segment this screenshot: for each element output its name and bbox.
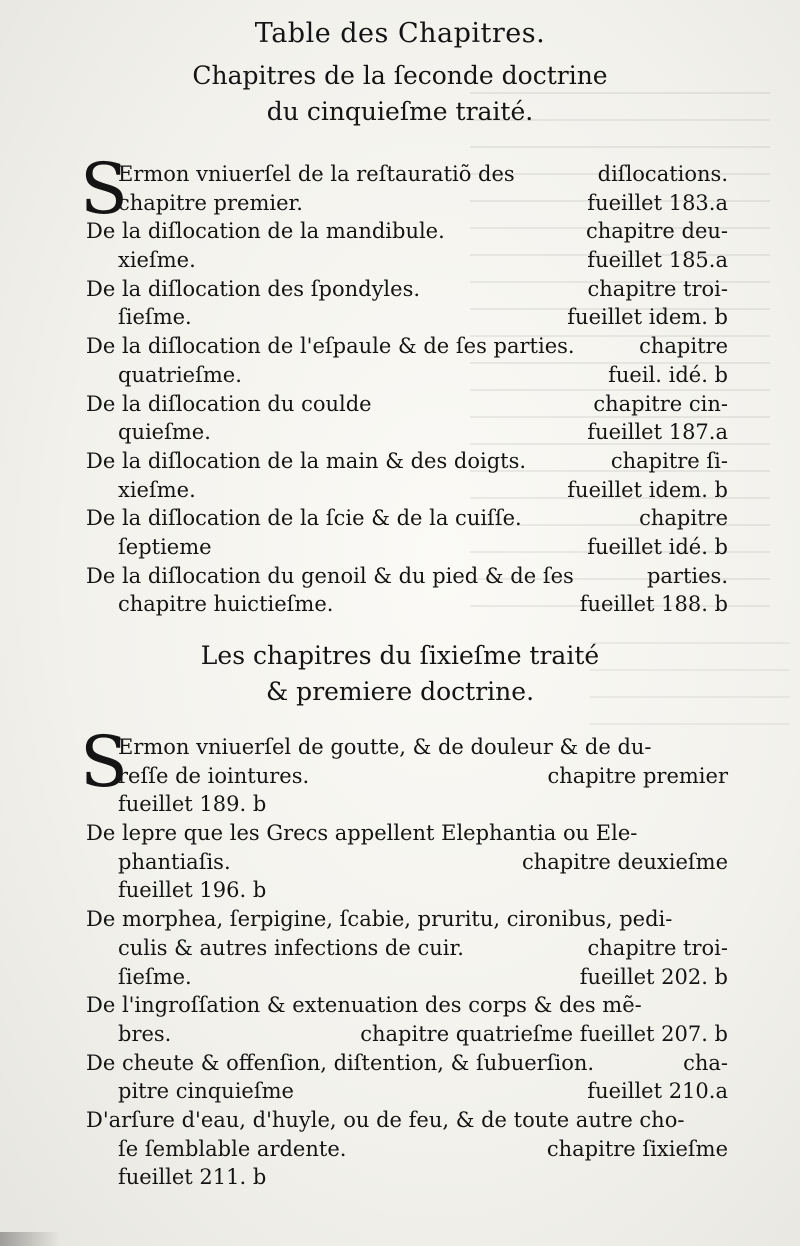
- drop-cap: S: [80, 148, 128, 230]
- entry-text: De la diſlocation de la ſcie & de la cuiſſe.: [86, 506, 522, 531]
- entry-reference: fueillet 210.a: [587, 1079, 728, 1104]
- entry-reference: fueillet 185.a: [587, 248, 728, 273]
- section-title-2: [0, 638, 800, 710]
- entry-line: [86, 418, 728, 447]
- entry-line: [86, 246, 728, 275]
- entry-reference: fueillet idem. b: [567, 305, 728, 330]
- entry-text: De morphea, ſerpigine, ſcabie, pruritu, cironibus, pedi-: [86, 907, 673, 932]
- section-title-line: Les chapitres du ſixieſme traité: [200, 641, 600, 670]
- entry-line: [86, 160, 728, 189]
- entry-line: [86, 332, 728, 361]
- entry-text: pitre cinquieſme: [118, 1079, 294, 1104]
- section-title-line: Chapitres de la ſeconde doctrine: [192, 61, 608, 90]
- entry-text: quatrieſme.: [118, 362, 242, 387]
- entry-reference: fueillet 188. b: [579, 592, 728, 617]
- entry-text: De la diſlocation de l'eſpaule & de ſes parties.: [86, 334, 575, 359]
- entry-text: ſe ſemblable ardente.: [118, 1136, 347, 1161]
- entry-text: culis & autres infections de cuir.: [118, 935, 464, 960]
- entry-line: [86, 217, 728, 246]
- entry-text: fueillet 189. b: [118, 792, 267, 817]
- entry-line: [86, 1049, 728, 1078]
- drop-cap: S: [80, 721, 128, 803]
- entry-text: Ermon vniuerſel de la reſtauratiõ des: [118, 162, 515, 186]
- entry-text: ſieſme.: [118, 305, 192, 330]
- entry-text: bres.: [118, 1021, 172, 1046]
- chapter-entry: [86, 275, 728, 332]
- entry-reference: chapitre deuxieſme: [521, 849, 728, 874]
- entry-text: De la diſlocation des ſpondyles.: [86, 276, 421, 301]
- entry-reference: fueillet 202. b: [579, 964, 728, 989]
- entry-text: phantiaſis.: [118, 849, 231, 874]
- entry-reference: chapitre quatrieſme fueillet 207. b: [360, 1021, 728, 1046]
- entry-line: [86, 762, 728, 791]
- entry-line: [86, 1106, 728, 1135]
- entry-line: [86, 876, 728, 905]
- entry-reference: chapitre: [639, 334, 728, 359]
- section-title-line: du cinquieſme traité.: [266, 97, 534, 126]
- entry-line: [86, 1135, 728, 1164]
- chapter-entry: [86, 905, 728, 991]
- entry-reference: parties.: [646, 563, 728, 588]
- entry-line: [86, 275, 728, 304]
- chapter-entry: [86, 1049, 728, 1106]
- entry-line: [86, 533, 728, 562]
- entry-line: [86, 905, 728, 934]
- entry-reference: chapitre troi-: [587, 276, 728, 301]
- chapter-list-2: [80, 721, 728, 1192]
- entry-line: [86, 189, 728, 218]
- chapter-entry: [86, 390, 728, 447]
- entry-line: [86, 733, 728, 762]
- chapter-entry: [86, 733, 728, 819]
- chapter-entry: [86, 332, 728, 389]
- entry-line: [86, 476, 728, 505]
- section-title-line: & premiere doctrine.: [265, 677, 535, 706]
- entry-reference: chapitre troi-: [587, 935, 728, 960]
- entry-text: xieſme.: [118, 477, 196, 502]
- entry-line: [86, 991, 728, 1020]
- entry-reference: fueillet idem. b: [567, 477, 728, 502]
- entry-text: ſieſme.: [118, 964, 192, 989]
- entry-text: Ermon vniuerſel de goutte, & de douleur & de du-: [118, 735, 652, 759]
- entry-text: xieſme.: [118, 248, 196, 273]
- entry-line: [86, 1077, 728, 1106]
- entry-text: De lepre que les Grecs appellent Elephantia ou Ele-: [86, 821, 638, 846]
- entry-reference: chapitre: [639, 506, 728, 531]
- chapter-entry: [86, 504, 728, 561]
- page-smudge: [0, 1232, 60, 1246]
- entry-line: [86, 963, 728, 992]
- entry-text: fueillet 196. b: [118, 878, 267, 903]
- chapter-entry: [86, 160, 728, 217]
- entry-reference: chapitre deu-: [585, 219, 728, 244]
- entry-line: [86, 390, 728, 419]
- entry-text: chapitre premier.: [118, 190, 303, 215]
- entry-text: De la diſlocation de la main & des doigts.: [86, 448, 527, 473]
- entry-line: [86, 848, 728, 877]
- section-title-1: [0, 58, 800, 130]
- entry-text: reſſe de iointures.: [118, 763, 310, 788]
- entry-line: [86, 934, 728, 963]
- chapter-entry: [86, 217, 728, 274]
- entry-reference: chapitre cin-: [593, 391, 728, 416]
- entry-line: [86, 590, 728, 619]
- entry-text: chapitre huictieſme.: [118, 592, 334, 617]
- entry-line: [86, 361, 728, 390]
- entry-reference: diſlocations.: [597, 162, 728, 186]
- entry-text: quieſme.: [118, 420, 211, 445]
- entry-reference: fueillet 187.a: [587, 420, 728, 445]
- entry-text: De l'ingroſſation & extenuation des corps & des mẽ-: [86, 993, 642, 1018]
- entry-text: De la diſlocation du genoil & du pied & de ſes: [86, 563, 574, 588]
- entry-reference: cha-: [683, 1050, 728, 1075]
- entry-text: De la diſlocation de la mandibule.: [86, 219, 445, 244]
- entry-text: ſeptieme: [118, 534, 212, 559]
- entry-text: fueillet 211. b: [118, 1165, 267, 1190]
- entry-reference: chapitre ſi-: [610, 448, 728, 473]
- entry-line: [86, 1020, 728, 1049]
- entry-line: [86, 447, 728, 476]
- running-head: Table des Chapitres.: [254, 18, 546, 49]
- entry-line: [86, 504, 728, 533]
- entry-line: [86, 562, 728, 591]
- entry-reference: fueil. idé. b: [608, 362, 728, 387]
- entry-reference: chapitre ſixieſme: [546, 1136, 728, 1161]
- chapter-entry: [86, 819, 728, 905]
- chapter-entry: [86, 562, 728, 619]
- entry-line: [86, 819, 728, 848]
- entry-text: D'arſure d'eau, d'huyle, ou de feu, & de toute autre cho-: [86, 1107, 685, 1132]
- entry-text: De cheute & offenſion, diſtention, & ſubuerſion.: [86, 1050, 595, 1075]
- entry-reference: chapitre premier: [547, 763, 728, 788]
- chapter-list-1: [80, 148, 728, 619]
- chapter-entry: [86, 447, 728, 504]
- chapter-entry: [86, 991, 728, 1048]
- entry-reference: fueillet 183.a: [587, 190, 728, 215]
- entry-text: De la diſlocation du coulde: [86, 391, 372, 416]
- chapter-entry: [86, 1106, 728, 1192]
- entry-line: [86, 1163, 728, 1192]
- entry-line: [86, 790, 728, 819]
- entry-line: [86, 303, 728, 332]
- entry-reference: fueillet idé. b: [587, 534, 728, 559]
